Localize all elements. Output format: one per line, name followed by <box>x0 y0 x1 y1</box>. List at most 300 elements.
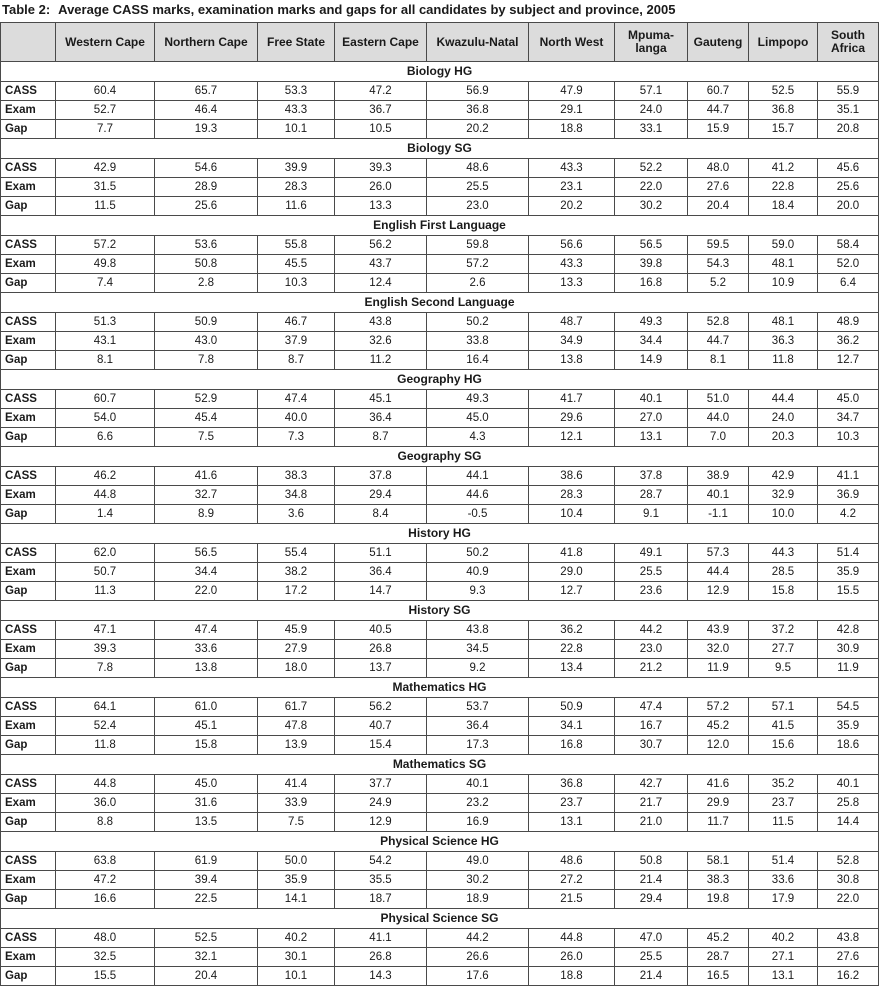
table-cell: 22.0 <box>615 178 688 197</box>
table-cell: 24.0 <box>615 101 688 120</box>
table-cell: 44.1 <box>427 467 529 486</box>
table-cell: 42.9 <box>56 159 155 178</box>
table-cell: 15.8 <box>155 736 258 755</box>
table-cell: 61.9 <box>155 852 258 871</box>
table-cell: 18.7 <box>335 890 427 909</box>
table-cell: 7.4 <box>56 274 155 293</box>
table-cell: 45.2 <box>688 717 749 736</box>
table-cell: 55.9 <box>818 82 879 101</box>
table-row <box>1 582 879 601</box>
table-cell: 24.0 <box>749 409 818 428</box>
table-cell: 17.6 <box>427 967 529 986</box>
table-cell: 34.4 <box>155 563 258 582</box>
table-cell: 10.3 <box>818 428 879 447</box>
table-cell: 43.0 <box>155 332 258 351</box>
section-header-row <box>1 524 879 544</box>
table-cell: 10.9 <box>749 274 818 293</box>
table-cell: 11.5 <box>56 197 155 216</box>
table-cell: 39.3 <box>56 640 155 659</box>
table-cell: 47.1 <box>56 621 155 640</box>
table-cell: 38.3 <box>258 467 335 486</box>
table-cell: 11.9 <box>688 659 749 678</box>
table-cell: 13.7 <box>335 659 427 678</box>
table-cell: 41.1 <box>335 929 427 948</box>
section-header-row <box>1 216 879 236</box>
table-cell: 13.1 <box>529 813 615 832</box>
table-cell: 18.9 <box>427 890 529 909</box>
table-cell: 34.4 <box>615 332 688 351</box>
table-cell: 13.1 <box>615 428 688 447</box>
table-cell: 11.8 <box>56 736 155 755</box>
table-cell: 36.4 <box>335 409 427 428</box>
table-cell: 37.9 <box>258 332 335 351</box>
table-cell: 30.2 <box>615 197 688 216</box>
table-cell: 42.8 <box>818 621 879 640</box>
table-cell: 34.7 <box>818 409 879 428</box>
table-cell: 48.0 <box>56 929 155 948</box>
row-label: CASS <box>1 159 56 178</box>
table-cell: 20.0 <box>818 197 879 216</box>
table-cell: 9.2 <box>427 659 529 678</box>
table-row <box>1 717 879 736</box>
table-cell: 49.3 <box>427 390 529 409</box>
row-label: Gap <box>1 659 56 678</box>
table-cell: 40.2 <box>258 929 335 948</box>
table-row <box>1 948 879 967</box>
table-cell: 50.7 <box>56 563 155 582</box>
table-cell: 43.3 <box>258 101 335 120</box>
table-cell: 58.4 <box>818 236 879 255</box>
table-cell: 22.5 <box>155 890 258 909</box>
table-cell: 51.4 <box>749 852 818 871</box>
table-cell: 30.7 <box>615 736 688 755</box>
table-caption <box>0 0 880 22</box>
row-label: Gap <box>1 274 56 293</box>
column-header-northern-cape: Northern Cape <box>155 23 258 62</box>
table-cell: 27.1 <box>749 948 818 967</box>
row-label: Exam <box>1 255 56 274</box>
row-label: Exam <box>1 871 56 890</box>
table-cell: 56.5 <box>155 544 258 563</box>
table-cell: 57.2 <box>427 255 529 274</box>
row-label: Gap <box>1 582 56 601</box>
table-cell: 13.8 <box>529 351 615 370</box>
table-row <box>1 890 879 909</box>
table-cell: 33.8 <box>427 332 529 351</box>
table-cell: 7.7 <box>56 120 155 139</box>
table-cell: 13.4 <box>529 659 615 678</box>
table-cell: 14.9 <box>615 351 688 370</box>
table-cell: 55.8 <box>258 236 335 255</box>
table-cell: 16.4 <box>427 351 529 370</box>
table-cell: 29.4 <box>335 486 427 505</box>
table-cell: 11.8 <box>749 351 818 370</box>
section-header-row <box>1 678 879 698</box>
table-cell: 44.7 <box>688 101 749 120</box>
section-title: Geography SG <box>1 447 879 467</box>
table-cell: 2.8 <box>155 274 258 293</box>
table-cell: 41.8 <box>529 544 615 563</box>
row-label: Gap <box>1 890 56 909</box>
table-cell: 14.1 <box>258 890 335 909</box>
table-cell: 44.6 <box>427 486 529 505</box>
table-cell: 13.3 <box>335 197 427 216</box>
table-cell: 43.7 <box>335 255 427 274</box>
table-cell: 44.4 <box>749 390 818 409</box>
table-cell: 16.8 <box>615 274 688 293</box>
table-cell: 52.8 <box>688 313 749 332</box>
table-cell: 36.2 <box>818 332 879 351</box>
table-cell: 36.8 <box>749 101 818 120</box>
table-cell: 53.7 <box>427 698 529 717</box>
table-cell: 59.0 <box>749 236 818 255</box>
table-cell: 52.0 <box>818 255 879 274</box>
table-cell: 29.4 <box>615 890 688 909</box>
table-cell: 7.8 <box>56 659 155 678</box>
table-cell: 48.7 <box>529 313 615 332</box>
table-cell: -1.1 <box>688 505 749 524</box>
table-cell: 41.2 <box>749 159 818 178</box>
table-row <box>1 563 879 582</box>
table-cell: 7.5 <box>258 813 335 832</box>
table-cell: 35.5 <box>335 871 427 890</box>
table-cell: 48.1 <box>749 313 818 332</box>
table-cell: 25.5 <box>615 563 688 582</box>
table-row <box>1 313 879 332</box>
table-cell: 11.3 <box>56 582 155 601</box>
table-row <box>1 794 879 813</box>
column-header-limpopo: Limpopo <box>749 23 818 62</box>
column-header-gauteng: Gauteng <box>688 23 749 62</box>
table-cell: 52.5 <box>155 929 258 948</box>
table-cell: 38.9 <box>688 467 749 486</box>
table-cell: 45.0 <box>818 390 879 409</box>
table-cell: 8.8 <box>56 813 155 832</box>
table-cell: 26.0 <box>335 178 427 197</box>
table-cell: 29.0 <box>529 563 615 582</box>
table-cell: 15.5 <box>818 582 879 601</box>
section-title: Mathematics SG <box>1 755 879 775</box>
table-cell: 33.1 <box>615 120 688 139</box>
table-cell: 44.2 <box>427 929 529 948</box>
section-title: Biology SG <box>1 139 879 159</box>
table-cell: 24.9 <box>335 794 427 813</box>
section-title: Geography HG <box>1 370 879 390</box>
table-cell: 40.7 <box>335 717 427 736</box>
row-label: Gap <box>1 197 56 216</box>
table-cell: 40.5 <box>335 621 427 640</box>
table-cell: 7.3 <box>258 428 335 447</box>
table-cell: 56.2 <box>335 236 427 255</box>
table-cell: 28.7 <box>688 948 749 967</box>
table-cell: 22.8 <box>529 640 615 659</box>
row-label: Exam <box>1 717 56 736</box>
table-cell: 30.9 <box>818 640 879 659</box>
table-cell: 40.1 <box>818 775 879 794</box>
row-label: Exam <box>1 332 56 351</box>
table-cell: 12.9 <box>335 813 427 832</box>
table-cell: 35.9 <box>818 563 879 582</box>
table-cell: 37.8 <box>615 467 688 486</box>
table-cell: 32.6 <box>335 332 427 351</box>
table-cell: 49.0 <box>427 852 529 871</box>
table-cell: 52.4 <box>56 717 155 736</box>
row-label: CASS <box>1 852 56 871</box>
table-row <box>1 486 879 505</box>
table-cell: 60.7 <box>56 390 155 409</box>
table-cell: 33.9 <box>258 794 335 813</box>
table-cell: 12.7 <box>529 582 615 601</box>
row-label: CASS <box>1 775 56 794</box>
table-row <box>1 505 879 524</box>
table-cell: 40.9 <box>427 563 529 582</box>
table-cell: 20.3 <box>749 428 818 447</box>
table-cell: 47.8 <box>258 717 335 736</box>
table-cell: 36.8 <box>427 101 529 120</box>
table-cell: 22.0 <box>818 890 879 909</box>
table-cell: 21.5 <box>529 890 615 909</box>
table-cell: 25.6 <box>155 197 258 216</box>
table-cell: 21.4 <box>615 967 688 986</box>
section-title: Biology HG <box>1 62 879 82</box>
table-cell: 48.1 <box>749 255 818 274</box>
table-cell: 23.6 <box>615 582 688 601</box>
table-cell: 37.2 <box>749 621 818 640</box>
table-cell: 23.7 <box>529 794 615 813</box>
table-row <box>1 871 879 890</box>
section-title: History SG <box>1 601 879 621</box>
column-header-blank <box>1 23 56 62</box>
section-header-row <box>1 62 879 82</box>
table-cell: 38.2 <box>258 563 335 582</box>
table-cell: 36.3 <box>749 332 818 351</box>
table-cell: 28.9 <box>155 178 258 197</box>
table-cell: 63.8 <box>56 852 155 871</box>
row-label: Exam <box>1 101 56 120</box>
table-cell: 44.8 <box>529 929 615 948</box>
table-cell: 16.9 <box>427 813 529 832</box>
table-cell: 52.5 <box>749 82 818 101</box>
table-cell: 47.4 <box>615 698 688 717</box>
table-cell: 15.4 <box>335 736 427 755</box>
table-cell: 39.9 <box>258 159 335 178</box>
section-title: English Second Language <box>1 293 879 313</box>
table-cell: 3.6 <box>258 505 335 524</box>
table-cell: 46.2 <box>56 467 155 486</box>
table-cell: 23.0 <box>427 197 529 216</box>
table-cell: 36.2 <box>529 621 615 640</box>
table-cell: 36.9 <box>818 486 879 505</box>
table-cell: 31.6 <box>155 794 258 813</box>
table-cell: 8.7 <box>335 428 427 447</box>
table-cell: 50.2 <box>427 544 529 563</box>
table-cell: 65.7 <box>155 82 258 101</box>
table-cell: 56.2 <box>335 698 427 717</box>
table-cell: 2.6 <box>427 274 529 293</box>
table-row <box>1 852 879 871</box>
table-cell: 44.0 <box>688 409 749 428</box>
table-cell: 56.6 <box>529 236 615 255</box>
table-cell: 62.0 <box>56 544 155 563</box>
table-cell: 11.6 <box>258 197 335 216</box>
table-cell: 25.5 <box>615 948 688 967</box>
row-label: Gap <box>1 736 56 755</box>
table-cell: 45.1 <box>155 717 258 736</box>
table-number: Table 2: <box>2 2 51 17</box>
table-cell: 13.9 <box>258 736 335 755</box>
table-cell: 20.2 <box>427 120 529 139</box>
table-cell: 44.4 <box>688 563 749 582</box>
row-label: Exam <box>1 948 56 967</box>
table-cell: 60.7 <box>688 82 749 101</box>
table-cell: 30.1 <box>258 948 335 967</box>
table-cell: 35.2 <box>749 775 818 794</box>
table-cell: 36.4 <box>427 717 529 736</box>
table-cell: 21.4 <box>615 871 688 890</box>
table-cell: 41.6 <box>155 467 258 486</box>
table-cell: 21.7 <box>615 794 688 813</box>
table-cell: 9.1 <box>615 505 688 524</box>
table-cell: 50.0 <box>258 852 335 871</box>
table-cell: 41.6 <box>688 775 749 794</box>
column-header-free-state: Free State <box>258 23 335 62</box>
table-cell: 31.5 <box>56 178 155 197</box>
table-cell: 41.7 <box>529 390 615 409</box>
table-cell: 4.2 <box>818 505 879 524</box>
table-cell: 26.8 <box>335 640 427 659</box>
table-cell: 54.3 <box>688 255 749 274</box>
table-cell: 57.3 <box>688 544 749 563</box>
table-cell: 15.7 <box>749 120 818 139</box>
table-cell: 10.0 <box>749 505 818 524</box>
table-cell: 26.0 <box>529 948 615 967</box>
table-cell: 32.9 <box>749 486 818 505</box>
table-cell: 28.3 <box>258 178 335 197</box>
table-cell: 44.2 <box>615 621 688 640</box>
table-row <box>1 390 879 409</box>
table-cell: 46.4 <box>155 101 258 120</box>
table-cell: 57.1 <box>615 82 688 101</box>
section-header-row <box>1 370 879 390</box>
column-header-south-africa: South Africa <box>818 23 879 62</box>
table-cell: 41.1 <box>818 467 879 486</box>
table-cell: 51.0 <box>688 390 749 409</box>
table-row <box>1 659 879 678</box>
table-cell: 44.7 <box>688 332 749 351</box>
table-cell: 29.6 <box>529 409 615 428</box>
table-cell: 40.0 <box>258 409 335 428</box>
table-cell: 38.3 <box>688 871 749 890</box>
table-cell: 23.1 <box>529 178 615 197</box>
table-cell: 9.3 <box>427 582 529 601</box>
table-cell: 52.2 <box>615 159 688 178</box>
table-row <box>1 236 879 255</box>
section-title: English First Language <box>1 216 879 236</box>
table-cell: 61.7 <box>258 698 335 717</box>
row-label: Gap <box>1 428 56 447</box>
table-row <box>1 428 879 447</box>
table-cell: 27.7 <box>749 640 818 659</box>
table-cell: 39.3 <box>335 159 427 178</box>
table-cell: 33.6 <box>749 871 818 890</box>
table-cell: 48.9 <box>818 313 879 332</box>
table-cell: 13.8 <box>155 659 258 678</box>
row-label: Gap <box>1 351 56 370</box>
table-row <box>1 197 879 216</box>
table-row <box>1 120 879 139</box>
table-cell: 57.2 <box>688 698 749 717</box>
table-cell: 27.9 <box>258 640 335 659</box>
table-cell: 37.8 <box>335 467 427 486</box>
table-cell: 45.4 <box>155 409 258 428</box>
table-cell: 58.1 <box>688 852 749 871</box>
table-cell: 61.0 <box>155 698 258 717</box>
table-cell: 52.7 <box>56 101 155 120</box>
table-cell: 7.5 <box>155 428 258 447</box>
table-cell: 29.1 <box>529 101 615 120</box>
table-cell: 25.5 <box>427 178 529 197</box>
table-row <box>1 274 879 293</box>
table-cell: 22.8 <box>749 178 818 197</box>
table-cell: 45.5 <box>258 255 335 274</box>
table-cell: 18.8 <box>529 967 615 986</box>
table-header <box>1 23 879 62</box>
table-cell: 17.3 <box>427 736 529 755</box>
table-row <box>1 544 879 563</box>
table-cell: 50.8 <box>615 852 688 871</box>
table-cell: 23.7 <box>749 794 818 813</box>
table-cell: 16.2 <box>818 967 879 986</box>
section-header-row <box>1 293 879 313</box>
table-cell: 50.9 <box>155 313 258 332</box>
column-header-western-cape: Western Cape <box>56 23 155 62</box>
table-cell: 48.0 <box>688 159 749 178</box>
table-cell: 54.2 <box>335 852 427 871</box>
table-cell: 16.7 <box>615 717 688 736</box>
table-cell: 56.5 <box>615 236 688 255</box>
table-cell: 32.5 <box>56 948 155 967</box>
table-cell: 36.8 <box>529 775 615 794</box>
table-cell: 45.0 <box>427 409 529 428</box>
table-cell: 15.6 <box>749 736 818 755</box>
table-cell: 6.4 <box>818 274 879 293</box>
table-cell: 44.8 <box>56 486 155 505</box>
table-row <box>1 82 879 101</box>
table-cell: 7.8 <box>155 351 258 370</box>
table-row <box>1 255 879 274</box>
row-label: CASS <box>1 313 56 332</box>
table-cell: 32.1 <box>155 948 258 967</box>
section-title: Mathematics HG <box>1 678 879 698</box>
row-label: CASS <box>1 236 56 255</box>
table-title: Average CASS marks, examination marks and gaps for all candidates by subject and province, 2005 <box>58 2 676 17</box>
table-cell: 54.6 <box>155 159 258 178</box>
table-cell: 40.1 <box>688 486 749 505</box>
table-cell: 17.9 <box>749 890 818 909</box>
table-cell: 30.8 <box>818 871 879 890</box>
table-cell: 45.0 <box>155 775 258 794</box>
table-cell: 19.8 <box>688 890 749 909</box>
table-cell: 19.3 <box>155 120 258 139</box>
table-cell: 43.8 <box>818 929 879 948</box>
table-cell: 27.2 <box>529 871 615 890</box>
section-title: Physical Science HG <box>1 832 879 852</box>
row-label: CASS <box>1 621 56 640</box>
table-row <box>1 101 879 120</box>
table-cell: 14.3 <box>335 967 427 986</box>
table-cell: 34.9 <box>529 332 615 351</box>
table-cell: 11.2 <box>335 351 427 370</box>
